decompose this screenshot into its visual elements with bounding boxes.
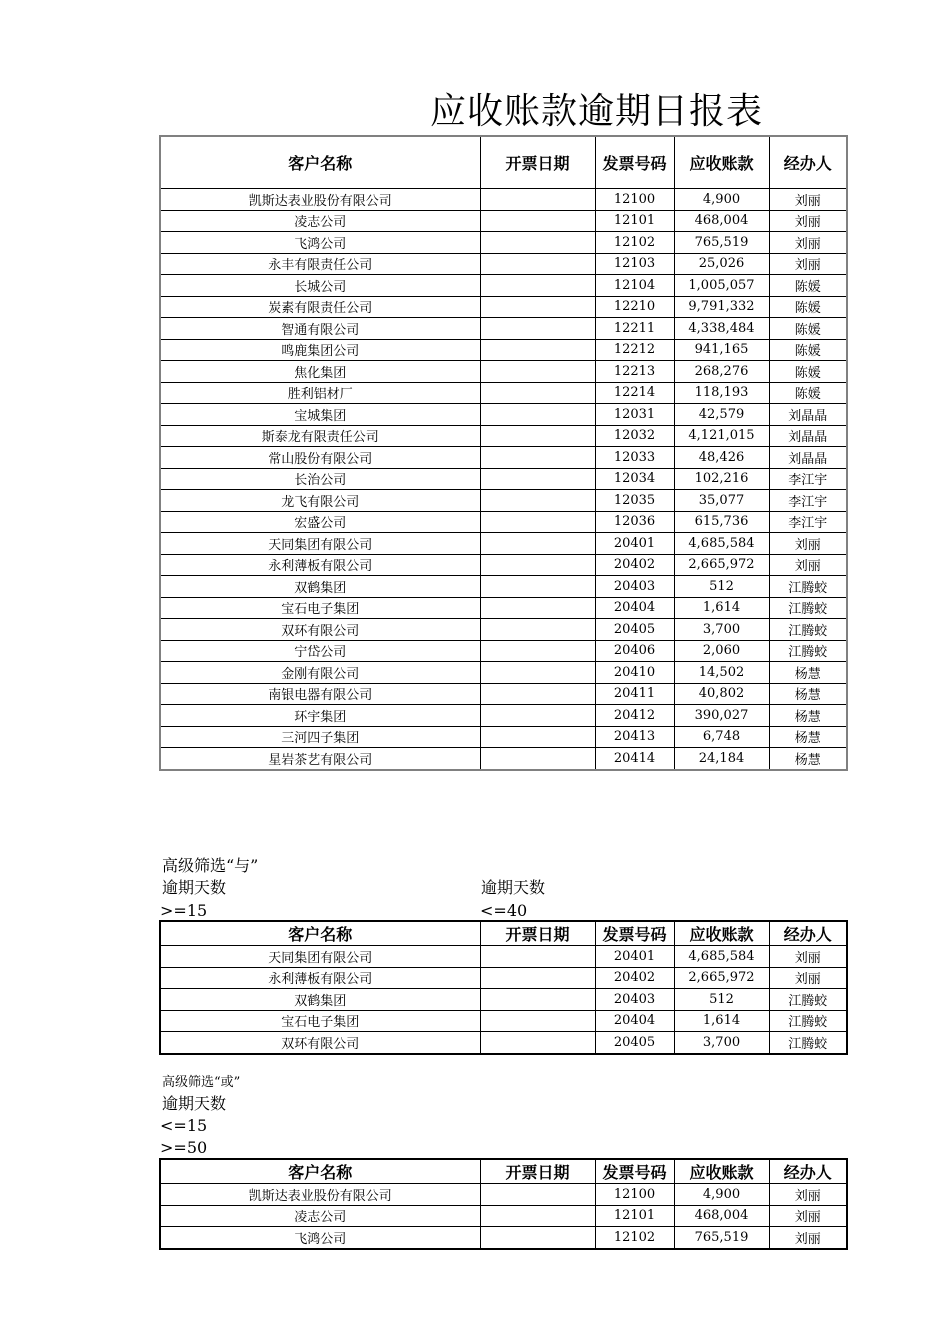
cell-invoice-number[interactable]: 12210	[595, 296, 674, 318]
cell-manager[interactable]: 刘丽	[769, 533, 847, 555]
table-row	[160, 1032, 847, 1054]
cell-invoice-number[interactable]: 12214	[595, 382, 674, 404]
table-row	[160, 989, 847, 1011]
col-header-customer[interactable]: 客户名称	[160, 136, 480, 189]
col-header-date[interactable]: 开票日期	[480, 1159, 595, 1184]
table-row	[160, 232, 847, 254]
cell-manager[interactable]: 杨慧	[769, 705, 847, 727]
table-row	[160, 447, 847, 469]
cell-invoice-number[interactable]: 12101	[595, 1205, 674, 1227]
cell-invoice-number[interactable]: 12101	[595, 210, 674, 232]
cell-receivable-amount[interactable]: 118,193	[674, 382, 769, 404]
cell-invoice-date[interactable]	[480, 382, 595, 404]
cell-receivable-amount[interactable]: 6,748	[674, 726, 769, 748]
cell-invoice-date[interactable]	[480, 597, 595, 619]
cell-customer-name[interactable]: 胜利铝材厂	[160, 382, 480, 404]
col-header-invoice[interactable]: 发票号码	[595, 921, 674, 946]
cell-customer-name[interactable]: 长治公司	[160, 468, 480, 490]
and-criteria-header-1[interactable]: 逾期天数	[162, 878, 227, 897]
cell-receivable-amount[interactable]: 3,700	[674, 1032, 769, 1054]
cell-customer-name[interactable]: 焦化集团	[160, 361, 480, 383]
cell-manager[interactable]: 陈媛	[769, 318, 847, 340]
cell-customer-name[interactable]: 永利薄板有限公司	[160, 967, 480, 989]
col-header-manager[interactable]: 经办人	[769, 921, 847, 946]
cell-manager[interactable]: 江腾蛟	[769, 576, 847, 598]
col-header-manager[interactable]: 经办人	[769, 136, 847, 189]
col-header-amount[interactable]: 应收账款	[674, 1159, 769, 1184]
cell-invoice-number[interactable]: 20404	[595, 1010, 674, 1032]
cell-manager[interactable]: 李江宇	[769, 468, 847, 490]
col-header-amount[interactable]: 应收账款	[674, 136, 769, 189]
cell-invoice-number[interactable]: 12102	[595, 1227, 674, 1249]
cell-manager[interactable]: 陈媛	[769, 361, 847, 383]
table-row	[160, 640, 847, 662]
cell-invoice-number[interactable]: 20411	[595, 683, 674, 705]
or-filter-result-table	[159, 1158, 848, 1250]
cell-customer-name[interactable]: 双环有限公司	[160, 619, 480, 641]
cell-manager[interactable]: 刘丽	[769, 1184, 847, 1206]
table-row	[160, 1227, 847, 1249]
table-row	[160, 619, 847, 641]
cell-manager[interactable]: 刘丽	[769, 967, 847, 989]
col-header-manager[interactable]: 经办人	[769, 1159, 847, 1184]
col-header-date[interactable]: 开票日期	[480, 921, 595, 946]
cell-invoice-date[interactable]	[480, 232, 595, 254]
cell-manager[interactable]: 刘丽	[769, 210, 847, 232]
table-row	[160, 1010, 847, 1032]
cell-manager[interactable]: 刘丽	[769, 1227, 847, 1249]
cell-invoice-date[interactable]	[480, 318, 595, 340]
cell-invoice-date[interactable]	[480, 490, 595, 512]
cell-invoice-number[interactable]: 20413	[595, 726, 674, 748]
cell-invoice-number[interactable]: 20412	[595, 705, 674, 727]
table-row	[160, 511, 847, 533]
cell-customer-name[interactable]: 宝城集团	[160, 404, 480, 426]
cell-customer-name[interactable]: 飞鸿公司	[160, 232, 480, 254]
cell-invoice-date[interactable]	[480, 989, 595, 1011]
cell-manager[interactable]: 刘丽	[769, 189, 847, 211]
cell-invoice-number[interactable]: 12104	[595, 275, 674, 297]
cell-invoice-date[interactable]	[480, 533, 595, 555]
cell-receivable-amount[interactable]: 4,900	[674, 1184, 769, 1206]
table-row	[160, 382, 847, 404]
cell-receivable-amount[interactable]: 4,121,015	[674, 425, 769, 447]
and-criteria-value-2[interactable]: <=40	[480, 901, 528, 920]
cell-invoice-date[interactable]	[480, 447, 595, 469]
cell-invoice-number[interactable]: 12032	[595, 425, 674, 447]
cell-invoice-number[interactable]: 12211	[595, 318, 674, 340]
col-header-invoice[interactable]: 发票号码	[595, 1159, 674, 1184]
cell-manager[interactable]: 江腾蛟	[769, 597, 847, 619]
cell-invoice-number[interactable]: 20405	[595, 1032, 674, 1054]
cell-receivable-amount[interactable]: 1,005,057	[674, 275, 769, 297]
cell-customer-name[interactable]: 双鹤集团	[160, 576, 480, 598]
or-criteria-value-1[interactable]: <=15	[160, 1116, 208, 1135]
cell-customer-name[interactable]: 南银电器有限公司	[160, 683, 480, 705]
cell-manager[interactable]: 江腾蛟	[769, 619, 847, 641]
cell-invoice-date[interactable]	[480, 404, 595, 426]
table-row	[160, 554, 847, 576]
cell-invoice-number[interactable]: 20403	[595, 576, 674, 598]
cell-manager[interactable]: 杨慧	[769, 748, 847, 770]
cell-customer-name[interactable]: 环宇集团	[160, 705, 480, 727]
cell-receivable-amount[interactable]: 42,579	[674, 404, 769, 426]
report-title: 应收账款逾期日报表	[430, 91, 764, 132]
cell-receivable-amount[interactable]: 4,900	[674, 189, 769, 211]
cell-receivable-amount[interactable]: 25,026	[674, 253, 769, 275]
cell-manager[interactable]: 江腾蛟	[769, 989, 847, 1011]
table-row	[160, 1205, 847, 1227]
table-row	[160, 361, 847, 383]
cell-manager[interactable]: 李江宇	[769, 511, 847, 533]
cell-receivable-amount[interactable]: 1,614	[674, 597, 769, 619]
cell-manager[interactable]: 杨慧	[769, 683, 847, 705]
cell-customer-name[interactable]: 天同集团有限公司	[160, 533, 480, 555]
cell-invoice-date[interactable]	[480, 1227, 595, 1249]
and-filter-title: 高级筛选“与”	[162, 856, 259, 875]
col-header-customer[interactable]: 客户名称	[160, 1159, 480, 1184]
cell-customer-name[interactable]: 宏盛公司	[160, 511, 480, 533]
cell-customer-name[interactable]: 凯斯达表业股份有限公司	[160, 1184, 480, 1206]
cell-receivable-amount[interactable]: 268,276	[674, 361, 769, 383]
cell-invoice-number[interactable]: 12034	[595, 468, 674, 490]
cell-receivable-amount[interactable]: 4,685,584	[674, 946, 769, 968]
and-criteria-value-1[interactable]: >=15	[160, 901, 208, 920]
cell-receivable-amount[interactable]: 941,165	[674, 339, 769, 361]
cell-invoice-date[interactable]	[480, 275, 595, 297]
cell-invoice-date[interactable]	[480, 662, 595, 684]
cell-invoice-number[interactable]: 12036	[595, 511, 674, 533]
cell-invoice-date[interactable]	[480, 468, 595, 490]
cell-manager[interactable]: 陈媛	[769, 296, 847, 318]
cell-invoice-date[interactable]	[480, 361, 595, 383]
cell-customer-name[interactable]: 双鹤集团	[160, 989, 480, 1011]
table-row	[160, 318, 847, 340]
table-header-row	[160, 136, 847, 189]
cell-invoice-date[interactable]	[480, 425, 595, 447]
cell-manager[interactable]: 刘晶晶	[769, 447, 847, 469]
table-row	[160, 597, 847, 619]
table-row	[160, 210, 847, 232]
cell-customer-name[interactable]: 宝石电子集团	[160, 1010, 480, 1032]
cell-invoice-date[interactable]	[480, 1010, 595, 1032]
table-row	[160, 339, 847, 361]
cell-receivable-amount[interactable]: 512	[674, 989, 769, 1011]
cell-customer-name[interactable]: 凌志公司	[160, 210, 480, 232]
cell-invoice-number[interactable]: 12100	[595, 1184, 674, 1206]
cell-invoice-date[interactable]	[480, 748, 595, 770]
cell-manager[interactable]: 杨慧	[769, 726, 847, 748]
cell-customer-name[interactable]: 双环有限公司	[160, 1032, 480, 1054]
cell-receivable-amount[interactable]: 390,027	[674, 705, 769, 727]
table-row	[160, 946, 847, 968]
cell-invoice-date[interactable]	[480, 967, 595, 989]
cell-invoice-date[interactable]	[480, 705, 595, 727]
cell-manager[interactable]: 陈媛	[769, 275, 847, 297]
cell-manager[interactable]: 陈媛	[769, 382, 847, 404]
table-row	[160, 662, 847, 684]
cell-invoice-date[interactable]	[480, 296, 595, 318]
cell-receivable-amount[interactable]: 2,665,972	[674, 967, 769, 989]
cell-receivable-amount[interactable]: 40,802	[674, 683, 769, 705]
cell-customer-name[interactable]: 飞鸿公司	[160, 1227, 480, 1249]
cell-manager[interactable]: 陈媛	[769, 339, 847, 361]
table-row	[160, 468, 847, 490]
cell-manager[interactable]: 李江宇	[769, 490, 847, 512]
cell-invoice-number[interactable]: 12033	[595, 447, 674, 469]
cell-invoice-date[interactable]	[480, 683, 595, 705]
cell-manager[interactable]: 刘晶晶	[769, 425, 847, 447]
cell-invoice-number[interactable]: 20402	[595, 554, 674, 576]
cell-invoice-number[interactable]: 20404	[595, 597, 674, 619]
table-row	[160, 748, 847, 770]
cell-invoice-date[interactable]	[480, 726, 595, 748]
or-criteria-header[interactable]: 逾期天数	[162, 1094, 227, 1113]
cell-invoice-number[interactable]: 12100	[595, 189, 674, 211]
table-row	[160, 533, 847, 555]
cell-receivable-amount[interactable]: 2,060	[674, 640, 769, 662]
table-header-row	[160, 921, 847, 946]
table-row	[160, 189, 847, 211]
table-row	[160, 253, 847, 275]
cell-customer-name[interactable]: 凌志公司	[160, 1205, 480, 1227]
cell-customer-name[interactable]: 常山股份有限公司	[160, 447, 480, 469]
cell-customer-name[interactable]: 长城公司	[160, 275, 480, 297]
cell-invoice-date[interactable]	[480, 1184, 595, 1206]
cell-manager[interactable]: 刘丽	[769, 946, 847, 968]
cell-customer-name[interactable]: 鸣鹿集团公司	[160, 339, 480, 361]
cell-receivable-amount[interactable]: 512	[674, 576, 769, 598]
cell-customer-name[interactable]: 星岩茶艺有限公司	[160, 748, 480, 770]
cell-receivable-amount[interactable]: 2,665,972	[674, 554, 769, 576]
cell-invoice-date[interactable]	[480, 253, 595, 275]
cell-customer-name[interactable]: 宝石电子集团	[160, 597, 480, 619]
cell-invoice-date[interactable]	[480, 640, 595, 662]
cell-invoice-date[interactable]	[480, 511, 595, 533]
cell-invoice-number[interactable]: 12103	[595, 253, 674, 275]
cell-receivable-amount[interactable]: 468,004	[674, 1205, 769, 1227]
cell-manager[interactable]: 刘丽	[769, 1205, 847, 1227]
cell-invoice-date[interactable]	[480, 339, 595, 361]
cell-customer-name[interactable]: 炭素有限责任公司	[160, 296, 480, 318]
col-header-invoice[interactable]: 发票号码	[595, 136, 674, 189]
cell-receivable-amount[interactable]: 4,685,584	[674, 533, 769, 555]
table-row	[160, 490, 847, 512]
cell-invoice-number[interactable]: 20406	[595, 640, 674, 662]
cell-invoice-date[interactable]	[480, 210, 595, 232]
cell-customer-name[interactable]: 龙飞有限公司	[160, 490, 480, 512]
cell-receivable-amount[interactable]: 48,426	[674, 447, 769, 469]
cell-customer-name[interactable]: 永利薄板有限公司	[160, 554, 480, 576]
cell-invoice-number[interactable]: 20405	[595, 619, 674, 641]
and-criteria-header-2[interactable]: 逾期天数	[481, 878, 546, 897]
table-row	[160, 576, 847, 598]
cell-invoice-number[interactable]: 20410	[595, 662, 674, 684]
cell-invoice-date[interactable]	[480, 554, 595, 576]
or-filter-title: 高级筛选“或”	[162, 1075, 241, 1090]
cell-manager[interactable]: 江腾蛟	[769, 640, 847, 662]
col-header-customer[interactable]: 客户名称	[160, 921, 480, 946]
cell-manager[interactable]: 刘晶晶	[769, 404, 847, 426]
cell-manager[interactable]: 江腾蛟	[769, 1010, 847, 1032]
table-row	[160, 726, 847, 748]
cell-invoice-date[interactable]	[480, 619, 595, 641]
col-header-amount[interactable]: 应收账款	[674, 921, 769, 946]
cell-receivable-amount[interactable]: 765,519	[674, 232, 769, 254]
table-row	[160, 967, 847, 989]
cell-invoice-date[interactable]	[480, 576, 595, 598]
cell-invoice-number[interactable]: 20402	[595, 967, 674, 989]
cell-invoice-date[interactable]	[480, 189, 595, 211]
cell-receivable-amount[interactable]: 765,519	[674, 1227, 769, 1249]
cell-invoice-number[interactable]: 12213	[595, 361, 674, 383]
cell-invoice-number[interactable]: 20401	[595, 533, 674, 555]
table-row	[160, 1184, 847, 1206]
cell-receivable-amount[interactable]: 9,791,332	[674, 296, 769, 318]
cell-receivable-amount[interactable]: 14,502	[674, 662, 769, 684]
cell-customer-name[interactable]: 斯泰龙有限责任公司	[160, 425, 480, 447]
cell-receivable-amount[interactable]: 35,077	[674, 490, 769, 512]
cell-customer-name[interactable]: 智通有限公司	[160, 318, 480, 340]
cell-invoice-date[interactable]	[480, 946, 595, 968]
cell-manager[interactable]: 刘丽	[769, 253, 847, 275]
cell-receivable-amount[interactable]: 3,700	[674, 619, 769, 641]
cell-manager[interactable]: 刘丽	[769, 232, 847, 254]
and-filter-result-table	[159, 920, 848, 1055]
cell-invoice-number[interactable]: 12212	[595, 339, 674, 361]
cell-customer-name[interactable]: 凯斯达表业股份有限公司	[160, 189, 480, 211]
or-criteria-value-2[interactable]: >=50	[160, 1138, 208, 1157]
cell-receivable-amount[interactable]: 615,736	[674, 511, 769, 533]
cell-invoice-number[interactable]: 12102	[595, 232, 674, 254]
cell-invoice-number[interactable]: 20414	[595, 748, 674, 770]
cell-invoice-date[interactable]	[480, 1205, 595, 1227]
cell-receivable-amount[interactable]: 24,184	[674, 748, 769, 770]
cell-manager[interactable]: 刘丽	[769, 554, 847, 576]
cell-receivable-amount[interactable]: 468,004	[674, 210, 769, 232]
table-row	[160, 683, 847, 705]
cell-receivable-amount[interactable]: 1,614	[674, 1010, 769, 1032]
cell-invoice-number[interactable]: 12035	[595, 490, 674, 512]
receivables-table	[159, 135, 848, 771]
table-header-row	[160, 1159, 847, 1184]
table-row	[160, 296, 847, 318]
cell-manager[interactable]: 江腾蛟	[769, 1032, 847, 1054]
table-row	[160, 404, 847, 426]
table-row	[160, 275, 847, 297]
cell-customer-name[interactable]: 金刚有限公司	[160, 662, 480, 684]
cell-manager[interactable]: 杨慧	[769, 662, 847, 684]
col-header-date[interactable]: 开票日期	[480, 136, 595, 189]
cell-invoice-number[interactable]: 20403	[595, 989, 674, 1011]
cell-invoice-date[interactable]	[480, 1032, 595, 1054]
cell-customer-name[interactable]: 天同集团有限公司	[160, 946, 480, 968]
cell-customer-name[interactable]: 三河四子集团	[160, 726, 480, 748]
cell-invoice-number[interactable]: 12031	[595, 404, 674, 426]
cell-invoice-number[interactable]: 20401	[595, 946, 674, 968]
cell-customer-name[interactable]: 永丰有限责任公司	[160, 253, 480, 275]
cell-receivable-amount[interactable]: 102,216	[674, 468, 769, 490]
table-row	[160, 425, 847, 447]
table-row	[160, 705, 847, 727]
cell-customer-name[interactable]: 宁岱公司	[160, 640, 480, 662]
cell-receivable-amount[interactable]: 4,338,484	[674, 318, 769, 340]
